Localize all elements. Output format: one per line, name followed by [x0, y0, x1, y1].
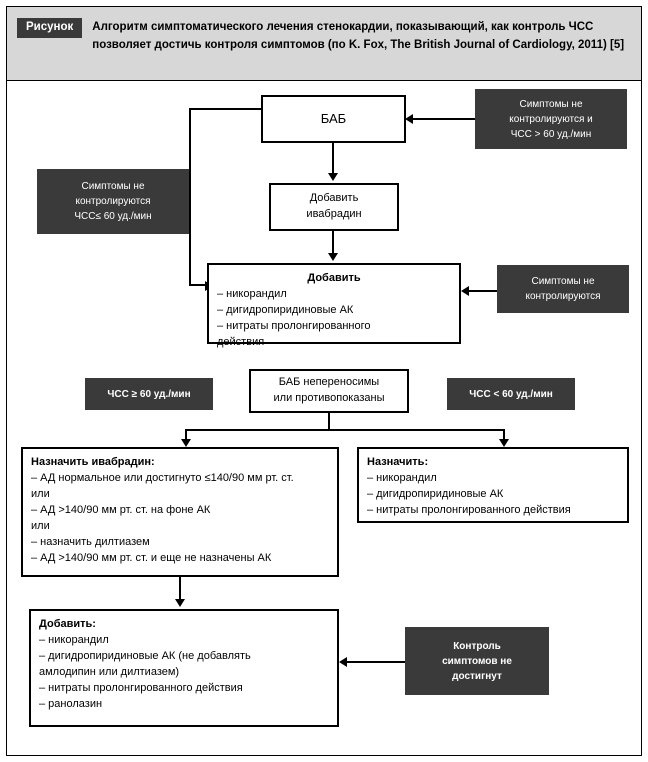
- node-bab-intolerant-line2: или противопоказаны: [273, 392, 385, 404]
- node-add-group-item-2: – нитраты пролонгированного: [217, 319, 371, 332]
- arrowhead-split-left: [181, 439, 191, 447]
- node-add-final-item-1: – дигидропиридиновые АК (не добавлять: [39, 649, 251, 662]
- callout-left-line3: ЧСС≤ 60 уд./мин: [74, 211, 152, 222]
- callout-left-line2: контролируются: [75, 196, 151, 207]
- callout-topright-line3: ЧСС > 60 уд./мин: [510, 128, 592, 140]
- node-add-final-item-3: – нитраты пролонгированного действия: [39, 681, 243, 694]
- node-add-group-item-1: – дигидропиридиновые АК: [217, 303, 354, 316]
- arrowhead-ivabradin-to-add: [328, 253, 338, 261]
- node-add-group-item-0: – никорандил: [217, 287, 287, 300]
- node-prescribe-ivabradin-item-1: или: [31, 487, 50, 500]
- node-prescribe-ivabradin-item-5: – АД >140/90 мм рт. ст. и еще не назначены АК: [31, 551, 272, 564]
- node-prescribe-ivabradin-item-4: – назначить дилтиазем: [31, 535, 150, 548]
- node-bab-intolerant-line1: БАБ непереносимы: [278, 376, 380, 389]
- node-add-ivabradin-line1: Добавить: [309, 192, 359, 205]
- node-add-final: [29, 609, 339, 727]
- node-prescribe-ivabradin: [21, 447, 339, 577]
- node-prescribe-other-title: Назначить:: [367, 456, 429, 468]
- callout-symptoms-uncontrolled: [497, 265, 629, 313]
- node-add-final-item-2: амлодипин или дилтиазем): [39, 665, 180, 678]
- callout-left-line1: Симптомы не: [81, 181, 145, 192]
- callout-bottomright-line2: симптомов не: [442, 655, 512, 667]
- connector-bottomright-to-final: [347, 661, 405, 663]
- arrowhead-bab-to-ivabradin: [328, 173, 338, 181]
- node-add-group-title: Добавить: [307, 272, 361, 284]
- connector-bab-to-ivabradin: [332, 143, 334, 175]
- node-prescribe-other-item-2: – нитраты пролонгированного действия: [367, 503, 571, 516]
- connector-midright-to-add: [469, 290, 497, 292]
- arrowhead-bottomright-to-final: [339, 657, 347, 667]
- callout-symptoms-uncontrolled-hr-low: [37, 169, 189, 234]
- node-bab-label: БАБ: [320, 110, 347, 126]
- node-prescribe-ivabradin-item-3: или: [31, 519, 50, 532]
- diagram-canvas: [7, 81, 641, 755]
- node-add-final-item-4: – ранолазин: [39, 697, 103, 710]
- node-add-group-body: [209, 265, 459, 357]
- arrowhead-to-final: [175, 599, 185, 607]
- node-add-final-item-0: – никорандил: [39, 633, 109, 646]
- figure-caption: [7, 7, 641, 81]
- arrowhead-split-right: [499, 439, 509, 447]
- arrowhead-midright-to-add: [461, 286, 469, 296]
- node-prescribe-other-item-0: – никорандил: [367, 471, 437, 484]
- node-add-final-body: [31, 611, 337, 719]
- figure-badge: Рисунок: [17, 18, 82, 38]
- callout-midright-line2: контролируются: [525, 291, 601, 302]
- node-prescribe-other: [357, 447, 629, 523]
- node-bab-intolerant: [249, 369, 409, 413]
- callout-bottomright-line3: достигнут: [452, 670, 502, 682]
- callout-hr-low-label: ЧСС < 60 уд./мин: [469, 388, 553, 400]
- node-add-group: [207, 263, 461, 348]
- node-prescribe-ivabradin-body: [23, 449, 337, 573]
- callout-midright-line1: Симптомы не: [531, 276, 595, 287]
- connector-left-callout-vert: [189, 108, 191, 286]
- callout-hr-low: [447, 378, 575, 410]
- callout-bottomright-line1: Контроль: [453, 640, 501, 652]
- figure-caption-text: Алгоритм симптоматического лечения стенокардии, показывающий, как контроль ЧСС позволяет достичь контроля симптомов (по K. Fox, The British Journal of Cardiology, 2011) [5]: [92, 21, 625, 51]
- node-add-final-title: Добавить:: [39, 618, 96, 630]
- node-prescribe-ivabradin-item-2: – АД >140/90 мм рт. ст. на фоне АК: [31, 503, 211, 516]
- callout-topright-line2: контролируются и: [509, 113, 593, 125]
- node-add-group-item-3: действия: [217, 335, 265, 348]
- callout-hr-high-label: ЧСС ≥ 60 уд./мин: [107, 388, 191, 400]
- node-add-ivabradin-line2: ивабрадин: [306, 208, 362, 220]
- arrowhead-topright-to-bab: [405, 114, 413, 124]
- connector-split-horiz: [185, 429, 505, 431]
- callout-topright-line1: Симптомы не: [519, 98, 583, 110]
- connector-bab-left-stub: [189, 108, 263, 110]
- callout-symptom-control-not-achieved: [405, 627, 549, 695]
- callout-hr-high: [85, 378, 213, 410]
- callout-symptoms-uncontrolled-hr-high: [475, 89, 627, 149]
- node-prescribe-ivabradin-item-0: – АД нормальное или достигнуто ≤140/90 мм рт. ст.: [31, 471, 294, 484]
- connector-topright-to-bab: [413, 118, 475, 120]
- node-prescribe-ivabradin-title: Назначить ивабрадин:: [31, 456, 155, 468]
- node-prescribe-other-item-1: – дигидропиридиновые АК: [367, 487, 504, 500]
- node-prescribe-other-body: [359, 449, 627, 525]
- node-bab: [261, 95, 406, 143]
- node-add-ivabradin: [269, 183, 399, 231]
